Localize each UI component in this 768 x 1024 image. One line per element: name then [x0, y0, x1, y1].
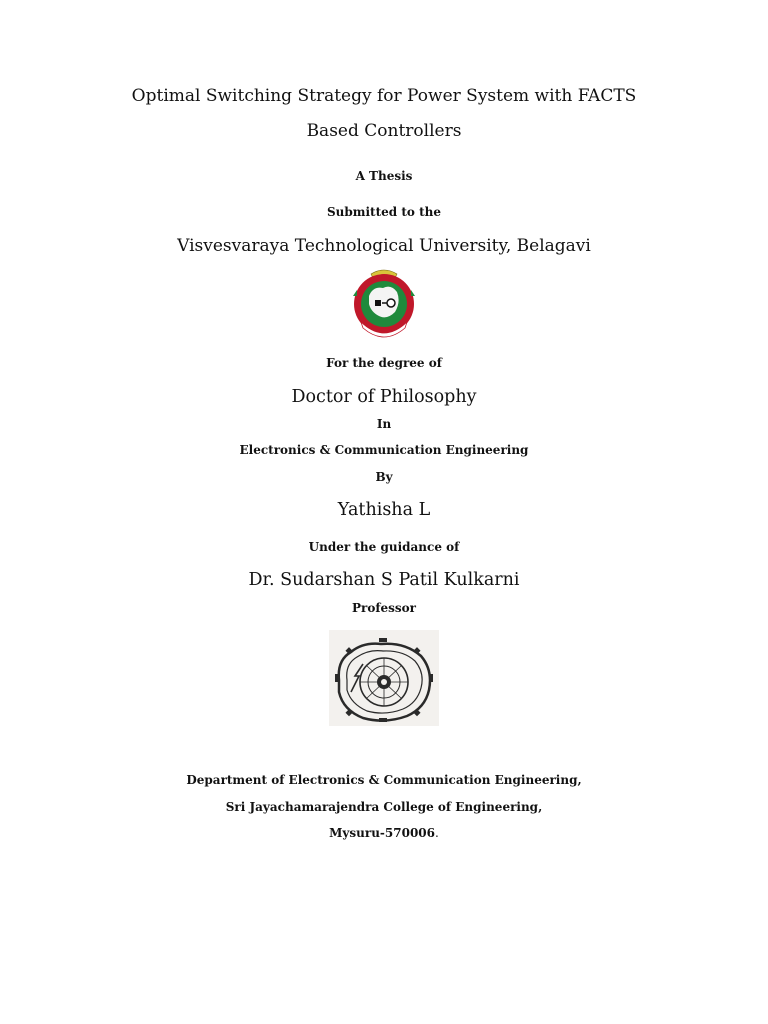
document-type: A Thesis: [355, 169, 413, 183]
guidance-label: Under the guidance of: [308, 540, 460, 554]
discipline: Electronics & Communication Engineering: [239, 443, 529, 457]
title-line-1: Optimal Switching Strategy for Power System with FACTS: [131, 86, 637, 106]
vtu-logo-icon: [351, 266, 417, 340]
address-line-1: Department of Electronics & Communication Engineering,: [186, 773, 582, 787]
guide-title: Professor: [352, 601, 416, 615]
sjce-logo-icon: [329, 630, 439, 726]
address-line-3: [0, 826, 768, 840]
by-label: By: [375, 470, 393, 484]
address-city: Mysuru-570006: [329, 826, 436, 840]
author-name: Yathisha L: [337, 500, 431, 520]
university-name: Visvesvaraya Technological University, Belagavi: [177, 236, 591, 256]
address-period: .: [435, 826, 439, 840]
address-line-2: Sri Jayachamarajendra College of Engineering,: [225, 800, 543, 814]
degree-name: Doctor of Philosophy: [291, 387, 477, 407]
title-line-2: Based Controllers: [306, 121, 462, 141]
guide-name: Dr. Sudarshan S Patil Kulkarni: [248, 570, 520, 590]
degree-intro: For the degree of: [326, 356, 442, 370]
in-label: In: [376, 417, 392, 431]
submitted-to-label: Submitted to the: [327, 205, 441, 219]
